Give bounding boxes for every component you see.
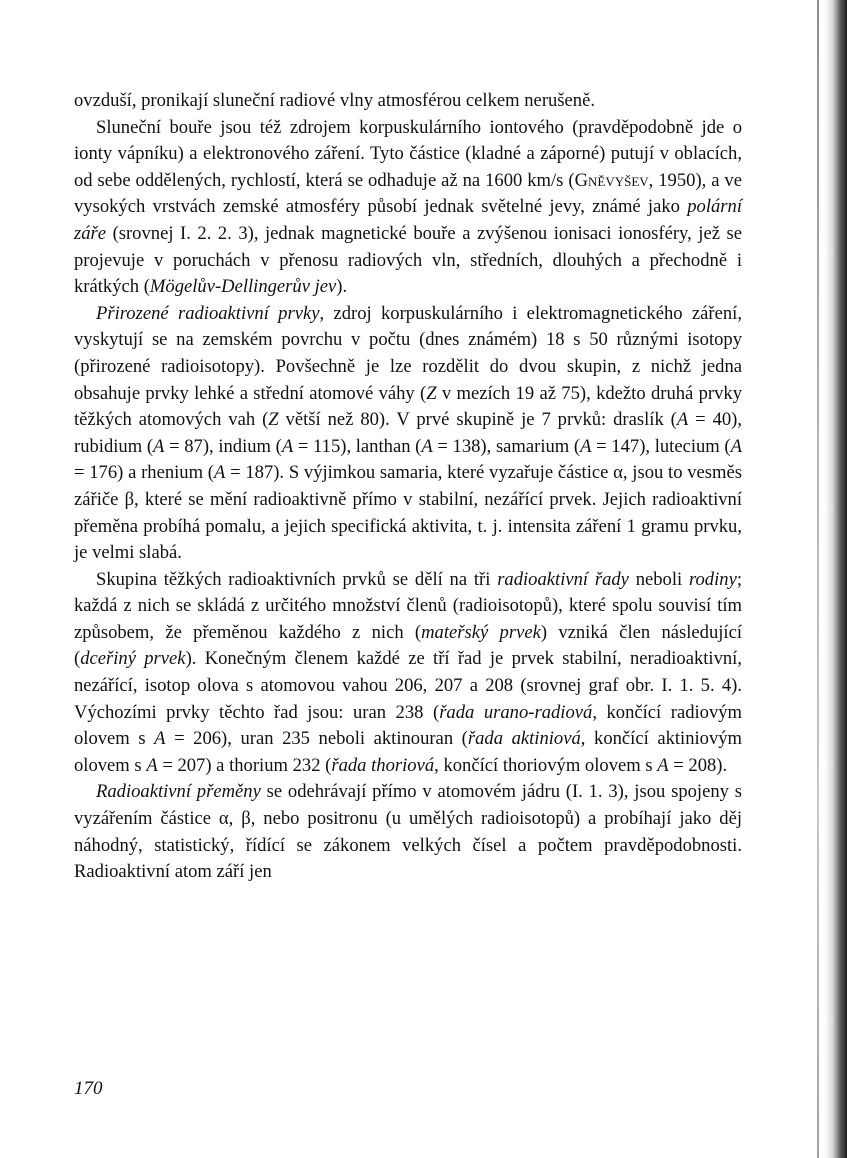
text-run: = 206), uran 235 neboli aktinouran ( (165, 728, 468, 750)
text-run: ovzduší, pronikají sluneční radiové vlny atmosférou celkem nerušeně. (74, 90, 595, 111)
italic-text: Přirozené radioaktivní prvky (96, 302, 320, 324)
italic-text: Z (426, 382, 437, 404)
paragraph-natural-radioactive-elements (74, 301, 742, 567)
text-run: = 115), lanthan ( (293, 435, 422, 457)
italic-text: Z (268, 409, 279, 431)
paragraph-continuation (74, 88, 742, 115)
italic-text: A (657, 754, 669, 776)
italic-text: rodiny (688, 568, 737, 590)
text-run: (srovnej I. 2. 2. 3), jednak magnetické bouře a zvýšenou ionisaci ionosféry, jež se projevuje v poruchách v přenosu radiových vln, středních, dlouhých a přechodně i krátkých ( (74, 222, 742, 298)
text-run: ; každá z nich se skládá z určitého množství členů (radioisotopů), které spolu souvisí tím způsobem, že přeměnou každého z nich ( (74, 568, 742, 643)
italic-text: A (580, 435, 592, 457)
italic-text: A (154, 728, 166, 750)
book-spine-edge (825, 0, 847, 1158)
italic-text: dceřiný prvek (80, 648, 186, 670)
paragraph-solar-storms (74, 115, 742, 301)
text-run: větší než 80). V prvé skupině je 7 prvků: draslík ( (278, 409, 677, 431)
text-run: ) vzniká člen následující ( (74, 621, 743, 670)
text-run: = 147), lutecium ( (591, 435, 731, 457)
text-run: = 138), samarium ( (432, 435, 581, 457)
page-number: 170 (74, 1078, 103, 1099)
page-shadow-line (817, 0, 819, 1158)
italic-text: A (213, 462, 226, 484)
italic-text: mateřský prvek (421, 621, 541, 643)
author-name: Gněvyšev (574, 169, 649, 191)
text-run: = 208). (668, 754, 728, 776)
text-run: ). (336, 276, 348, 298)
italic-text: A (730, 435, 742, 457)
italic-text: A (421, 435, 433, 457)
text-run: , 1950), a ve vysokých vrstvách zemské atmosféry působí jednak světelné jevy, známé jako (74, 169, 742, 218)
italic-text: Radioaktivní přeměny (96, 781, 261, 803)
italic-text: A (146, 754, 158, 776)
italic-text: Mögelův-Dellingerův jev (149, 276, 337, 298)
italic-text: radioaktivní řady (497, 568, 629, 590)
italic-text: řada urano-radiová (439, 701, 593, 723)
italic-text: polární záře (74, 196, 742, 244)
text-run: , končící aktiniovým olovem s (74, 728, 743, 776)
italic-text: A (153, 435, 165, 457)
text-run: v mezích 19 až 75), kdežto druhá prvky těžkých atomových vah ( (74, 382, 742, 431)
paragraph-radioactive-transformations (74, 779, 742, 885)
body-text (74, 88, 742, 886)
italic-text: A (281, 435, 294, 457)
text-run: se odehrávají přímo v atomovém jádru (I. 1. 3), jsou spojeny s vyzářením částice α, β, nebo positronu (u umělých radioisotopů) a probíhají jako děj náhodný, statistický, řídící se zákonem velkých čísel a počtem pravděpodobnosti. Radioaktivní atom září jen (74, 781, 742, 883)
text-run: Skupina těžkých radioaktivních prvků se dělí na tři (96, 568, 498, 590)
italic-text: řada thoriová (331, 754, 435, 776)
text-run: , zdroj korpuskulárního i elektromagnetického záření, vyskytují se na zemském povrchu v počtu (dnes známém) 18 s 50 různými isotopy (přirozené radioisotopy). Povšechně je lze rozdělit do dvou skupin, z nichž jedna obsahuje prvky lehké a střední atomové váhy ( (74, 302, 742, 404)
text-run: , končící thoriovým olovem s (434, 754, 658, 776)
text-run: = 187). S výjimkou samaria, které vyzařuje částice α, jsou to vesměs zářiče β, které se mění radioaktivně přímo v stabilní, nezářící prvek. Jejich radioaktivní přeměna probíhá pomalu, a jejich specifická aktivita, t. j. intensita záření 1 gramu prvku, je velmi slabá. (74, 462, 742, 564)
text-run: Sluneční bouře jsou též zdrojem korpuskulárního iontového (pravděpodobně jde o ionty vápníku) a elektronového záření. Tyto částice (kladné a záporné) putují v oblacích, od sebe oddělených, rychlostí, která se odhaduje až na 1600 km/s ( (74, 116, 742, 191)
text-run: = 207) a thorium 232 ( (157, 754, 332, 776)
italic-text: A (676, 409, 689, 431)
text-run: = 87), indium ( (164, 435, 282, 457)
text-run: ). Konečným členem každé ze tří řad je prvek stabilní, neradioaktivní, nezářící, isotop olova s atomovou vahou 206, 207 a 208 (srovnej graf obr. I. 1. 5. 4). Výchozími prvky těchto řad jsou: uran 238 ( (74, 648, 742, 723)
text-run: = 176) a rhenium ( (74, 462, 214, 484)
text-run: , končící radiovým olovem s (74, 701, 743, 750)
text-run: neboli (628, 568, 689, 590)
paragraph-radioactive-series (74, 567, 742, 780)
text-run: = 40), rubidium ( (74, 409, 743, 457)
italic-text: řada aktiniová (467, 728, 581, 750)
